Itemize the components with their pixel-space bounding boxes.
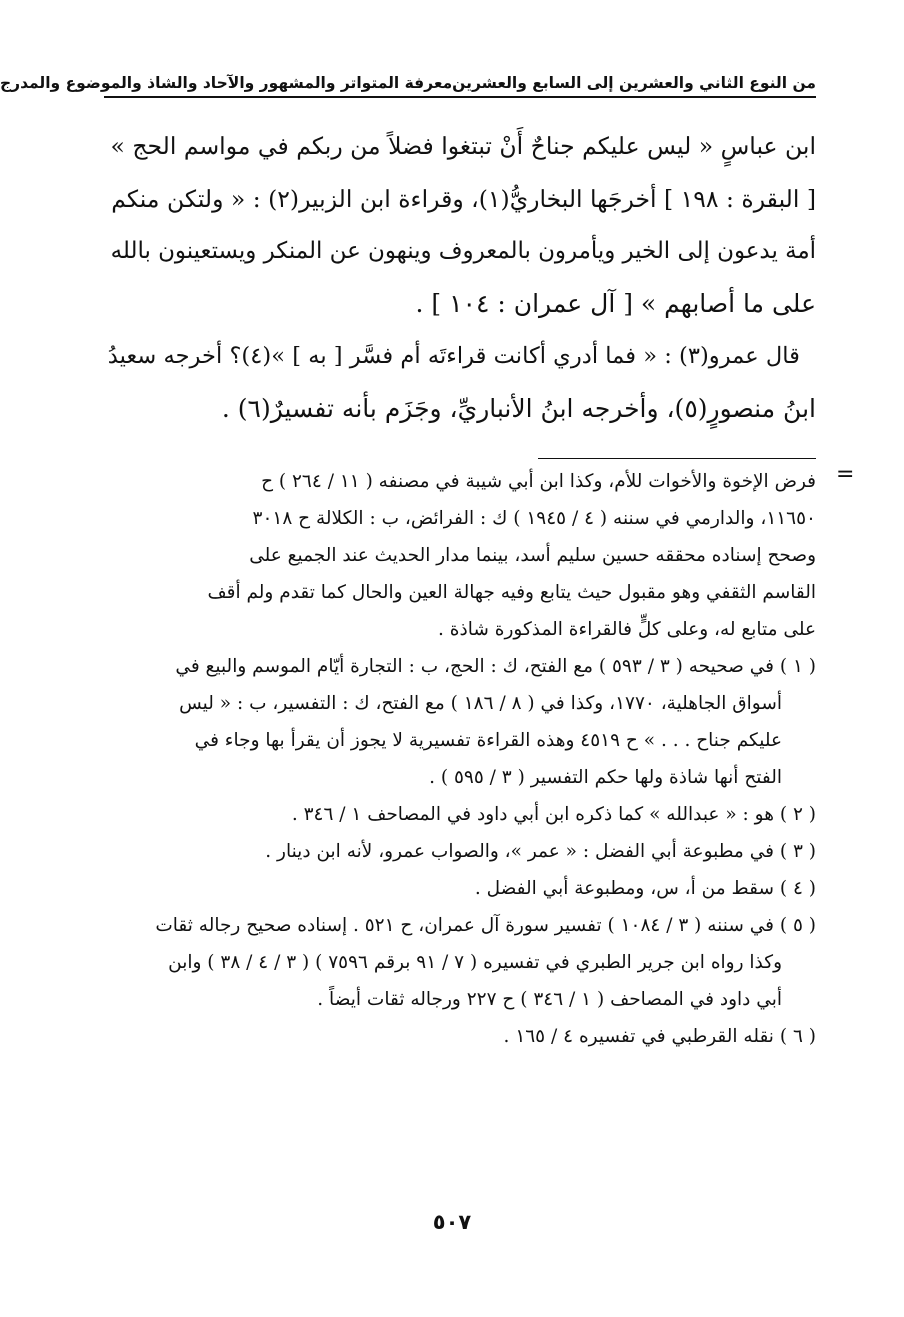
footnote-4: ( ٤ ) سقط من أ، س، ومطبوعة أبي الفضل .: [474, 878, 816, 899]
footnote-1-line: ( ١ ) في صحيحه ( ٣ / ٥٩٣ ) مع الفتح، ك : الحج، ب : التجارة أيّام الموسم والبيع في: [175, 656, 816, 677]
header-rule: [104, 96, 816, 98]
main-line: [ البقرة : ١٩٨ ] أخرجَها البخاريُّ(١)، وقراءة ابن الزبير(٢) : « ولتكن منكم: [111, 184, 816, 213]
main-line: ابنُ منصورٍ(٥)، وأخرجه ابنُ الأنباريِّ، وجَزَم بأنه تفسيرٌ(٦) .: [221, 393, 816, 423]
footnote-5-line: أبي داود في المصاحف ( ١ / ٣٤٦ ) ح ٢٢٧ ورجاله ثقات أيضاً .: [317, 989, 782, 1010]
footnote-5-line: ( ٥ ) في سننه ( ٣ / ١٠٨٤ ) تفسير سورة آل عمران، ح ٥٢١ . إسناده صحيح رجاله ثقات: [155, 915, 816, 936]
footnote-5-line: وكذا رواه ابن جرير الطبري في تفسيره ( ٧ / ٩١ برقم ٧٥٩٦ ) ( ٣ / ٤ / ٣٨ ) وابن: [168, 952, 782, 973]
running-header: [0, 58, 816, 92]
main-line: أمة يدعون إلى الخير ويأمرون بالمعروف وينهون عن المنكر ويستعينون بالله: [110, 238, 816, 264]
footnote-2: ( ٢ ) هو : « عبدالله » كما ذكره ابن أبي داود في المصاحف ١ / ٣٤٦ .: [291, 804, 816, 825]
footnote-cont-line: على متابع له، وعلى كلٍّ فالقراءة المذكورة شاذة .: [438, 619, 816, 640]
main-line: على ما أصابهم » [ آل عمران : ١٠٤ ] .: [415, 288, 816, 318]
footnote-cont-line: ١١٦٥٠، والدارمي في سننه ( ٤ / ١٩٤٥ ) ك : الفرائض، ب : الكلالة ح ٣٠١٨: [252, 508, 816, 529]
main-line: ابن عباسٍ « ليس عليكم جناحٌ أَنْ تبتغوا فضلاً من ربكم في مواسم الحج »: [110, 132, 816, 160]
footnote-1-line: أسواق الجاهلية، ١٧٧٠، وكذا في ( ٨ / ١٨٦ ) مع الفتح، ك : التفسير، ب : « ليس: [179, 693, 782, 714]
header-section-title: معرفة المتواتر والمشهور والآحاد والشاذ والموضوع والمدرج: [0, 74, 453, 92]
footnote-cont-line: فرض الإخوة والأخوات للأم، وكذا ابن أبي شيبة في مصنفه ( ١١ / ٢٦٤ ) ح: [261, 471, 816, 492]
footnotes: [104, 463, 816, 1055]
header-chapter-range: من النوع الثاني والعشرين إلى السابع والعشرين: [452, 74, 816, 92]
page-number: ٥٠٧: [432, 1210, 472, 1234]
main-text: [104, 120, 816, 435]
footnote-3: ( ٣ ) في مطبوعة أبي الفضل : « عمر »، والصواب عمرو، لأنه ابن دينار .: [265, 841, 816, 862]
continuation-mark: =: [836, 462, 855, 487]
footnote-separator: [538, 458, 816, 459]
footnote-6: ( ٦ ) نقله القرطبي في تفسيره ٤ / ١٦٥ .: [503, 1026, 816, 1047]
footnote-1-line: عليكم جناح . . . » ح ٤٥١٩ وهذه القراءة تفسيرية لا يجوز أن يقرأ بها وجاء في: [194, 730, 782, 751]
main-line: قال عمرو(٣) : « فما أدري أكانت قراءتَه أم فسَّر [ به ] »(٤)؟ أخرجه سعيدُ: [107, 343, 800, 369]
footnote-cont-line: وصحح إسناده محققه حسين سليم أسد، بينما مدار الحديث عند الجميع على: [249, 545, 816, 566]
footnote-cont-line: القاسم الثقفي وهو مقبول حيث يتابع وفيه جهالة العين والحال كما تقدم ولم أقف: [207, 582, 816, 603]
footnote-1-line: الفتح أنها شاذة ولها حكم التفسير ( ٣ / ٥٩٥ ) .: [429, 767, 782, 788]
